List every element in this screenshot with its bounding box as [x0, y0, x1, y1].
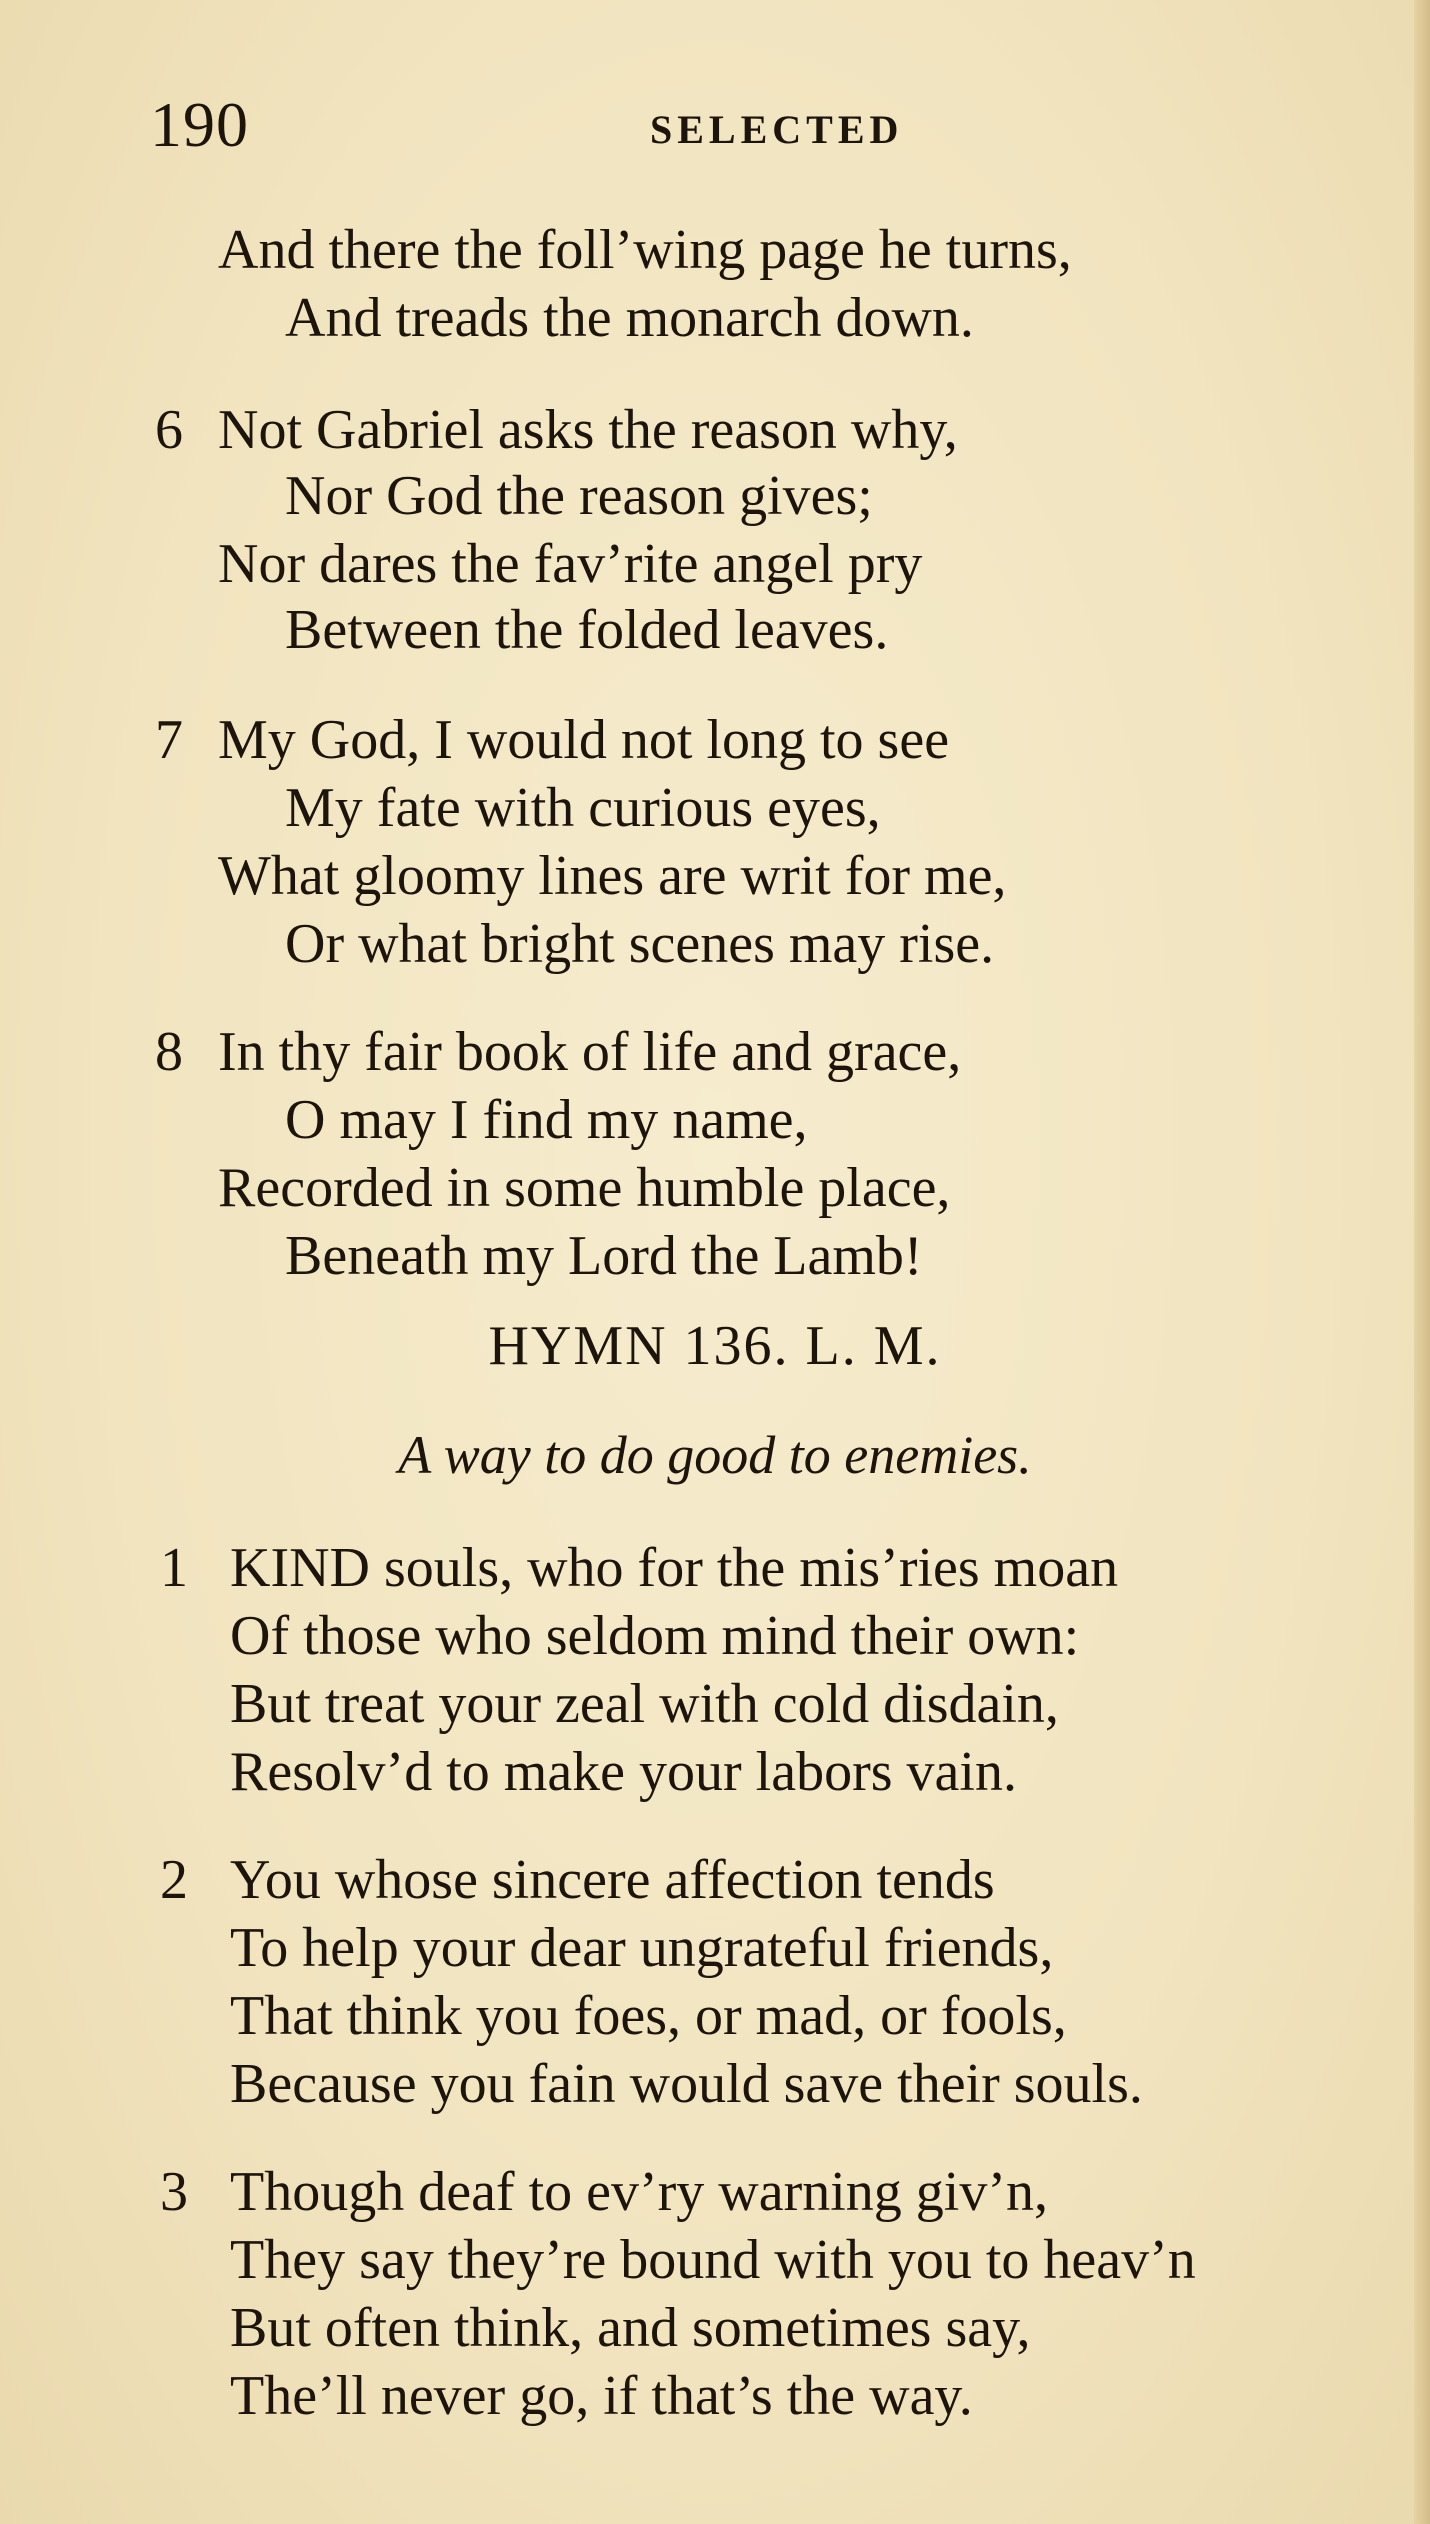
verse-line: Recorded in some humble place,	[218, 1157, 951, 1219]
verse-number: 8	[155, 1021, 183, 1083]
verse-line: O may I find my name,	[285, 1089, 808, 1151]
verse-number: 7	[155, 709, 183, 771]
verse-line: Not Gabriel asks the reason why,	[218, 399, 958, 461]
verse-line: Of those who seldom mind their own:	[230, 1605, 1080, 1667]
page-header	[0, 88, 1430, 168]
verse-line: My fate with curious eyes,	[285, 777, 881, 839]
verse-line: Nor dares the fav’rite angel pry	[218, 533, 923, 595]
page-number: 190	[150, 89, 249, 160]
verse-line: You whose sincere affection tends	[230, 1849, 995, 1911]
hymn-subtitle: A way to do good to enemies.	[398, 1425, 1032, 1485]
verse-line: KIND souls, who for the mis’ries moan	[230, 1537, 1119, 1599]
verse-line: What gloomy lines are writ for me,	[218, 845, 1007, 907]
verse-line: And there the foll’wing page he turns,	[218, 219, 1072, 281]
verse-number: 6	[155, 399, 183, 461]
verse-line: Nor God the reason gives;	[285, 465, 873, 527]
verse-line: Or what bright scenes may rise.	[285, 913, 995, 975]
verse-line: Because you fain would save their souls.	[230, 2053, 1143, 2115]
verse-line: Beneath my Lord the Lamb!	[285, 1225, 923, 1287]
verse-number: 2	[160, 1849, 188, 1911]
verse-line: They say they’re bound with you to heav’n	[230, 2229, 1196, 2291]
verse-line: Between the folded leaves.	[285, 599, 889, 661]
verse-line: And treads the monarch down.	[285, 287, 974, 349]
verse-line: But treat your zeal with cold disdain,	[230, 1673, 1059, 1735]
page-edge	[1414, 0, 1430, 2524]
verse-number: 3	[160, 2161, 188, 2223]
verse-line: The’ll never go, if that’s the way.	[230, 2365, 973, 2427]
verse-number: 1	[160, 1537, 188, 1599]
verse-line: Resolv’d to make your labors vain.	[230, 1741, 1017, 1803]
verse-line: That think you foes, or mad, or fools,	[230, 1985, 1067, 2047]
verse-line: In thy fair book of life and grace,	[218, 1021, 962, 1083]
hymn-title: HYMN 136. L. M.	[488, 1315, 942, 1377]
verse-line: To help your dear ungrateful friends,	[230, 1917, 1054, 1979]
running-head: SELECTED	[650, 107, 904, 152]
verse-line: But often think, and sometimes say,	[230, 2297, 1031, 2359]
verse-line: My God, I would not long to see	[218, 709, 950, 771]
verse-line: Though deaf to ev’ry warning giv’n,	[230, 2161, 1048, 2223]
